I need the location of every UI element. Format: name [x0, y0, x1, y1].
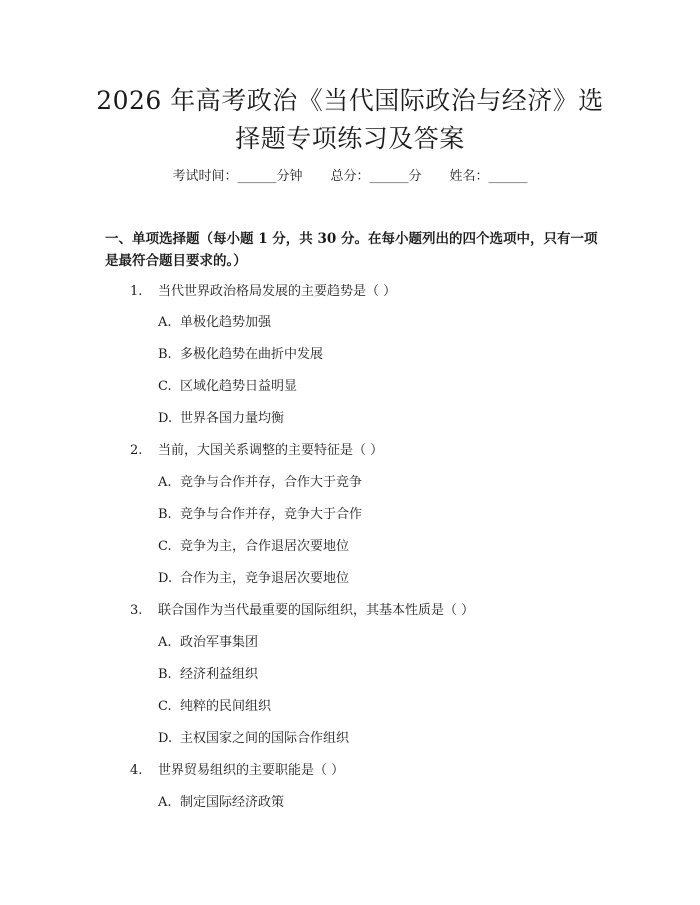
option-2d [158, 569, 349, 589]
question-text: 当代世界政治格局发展的主要趋势是（ ） [158, 284, 397, 299]
option-letter: A. [158, 475, 172, 490]
option-1d [158, 409, 284, 429]
option-text: 多极化趋势在曲折中发展 [180, 347, 324, 362]
option-text: 竞争为主，合作退居次要地位 [180, 539, 350, 554]
option-text: 纯粹的民间组织 [180, 699, 272, 714]
option-letter: A. [158, 795, 172, 810]
question-4 [130, 761, 344, 781]
option-letter: B. [158, 667, 172, 682]
question-text: 联合国作为当代最重要的国际组织，其基本性质是（ ） [158, 603, 475, 618]
option-text: 合作为主，竞争退居次要地位 [180, 571, 350, 586]
option-text: 竞争与合作并存，合作大于竞争 [180, 475, 363, 490]
option-3c [158, 697, 271, 717]
score-blank: ______分 [369, 169, 422, 184]
question-number: 4. [130, 763, 143, 778]
score-label: 总分： [330, 169, 370, 184]
option-1a [158, 313, 271, 333]
option-text: 单极化趋势加强 [180, 315, 272, 330]
option-2b [158, 505, 362, 525]
question-number: 3. [130, 603, 143, 618]
option-text: 世界各国力量均衡 [180, 411, 285, 426]
option-letter: C. [158, 539, 172, 554]
question-text: 当前，大国关系调整的主要特征是（ ） [158, 443, 384, 458]
question-1 [130, 282, 396, 302]
time-blank: ______分钟 [237, 169, 303, 184]
option-text: 制定国际经济政策 [180, 795, 285, 810]
section-heading-line-2: 是最符合题目要求的。） [105, 253, 247, 269]
name-label: 姓名： [449, 169, 489, 184]
exam-info-line [0, 167, 700, 187]
section-heading-line-1: 一、单项选择题（每小题 1 分，共 30 分。在每小题列出的四个选项中，只有一项 [105, 231, 598, 247]
option-3a [158, 633, 258, 653]
option-text: 主权国家之间的国际合作组织 [180, 731, 350, 746]
time-label: 考试时间： [172, 169, 238, 184]
section-heading [105, 228, 605, 272]
question-number: 1. [130, 284, 143, 299]
title-line-2: 择题专项练习及答案 [235, 124, 465, 153]
option-3b [158, 665, 258, 685]
option-letter: D. [158, 571, 173, 586]
question-text: 世界贸易组织的主要职能是（ ） [158, 763, 345, 778]
option-text: 区域化趋势日益明显 [180, 379, 298, 394]
option-2c [158, 537, 349, 557]
title-line-1: 2026 年高考政治《当代国际政治与经济》选 [96, 86, 604, 115]
option-letter: D. [158, 731, 173, 746]
option-text: 经济利益组织 [180, 667, 259, 682]
option-letter: C. [158, 699, 172, 714]
option-letter: C. [158, 379, 172, 394]
option-3d [158, 729, 349, 749]
name-blank: ______ [488, 169, 528, 184]
option-letter: A. [158, 635, 172, 650]
option-4a [158, 793, 284, 813]
option-text: 竞争与合作并存，竞争大于合作 [180, 507, 363, 522]
option-letter: B. [158, 347, 172, 362]
option-1c [158, 377, 297, 397]
document-title [90, 82, 610, 158]
option-1b [158, 345, 323, 365]
option-letter: A. [158, 315, 172, 330]
option-letter: D. [158, 411, 173, 426]
question-number: 2. [130, 443, 143, 458]
option-2a [158, 473, 362, 493]
question-3 [130, 601, 474, 621]
option-letter: B. [158, 507, 172, 522]
option-text: 政治军事集团 [180, 635, 259, 650]
question-2 [130, 441, 383, 461]
